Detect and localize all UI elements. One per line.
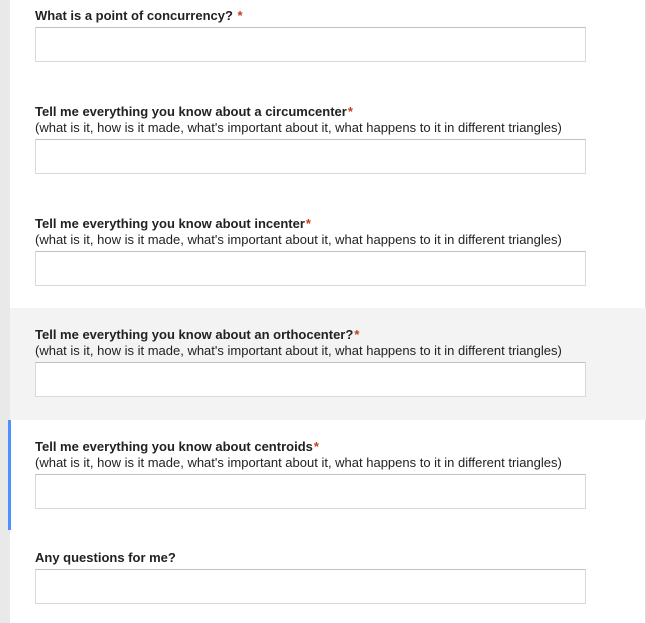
question-title [35,216,646,232]
answer-incenter-input[interactable] [35,251,586,286]
question-help-text: (what is it, how is it made, what's important about it, what happens to it in different triangles) [35,232,562,247]
question-help-text: (what is it, how is it made, what's important about it, what happens to it in different triangles) [35,120,562,135]
answer-any-questions-input[interactable] [35,569,586,604]
question-title-text: Tell me everything you know about centroids [35,439,313,454]
required-asterisk: * [233,8,243,23]
question-any-questions [10,550,646,610]
answer-centroids-input[interactable] [35,474,586,509]
question-circumcenter [10,104,646,176]
question-title-text: Tell me everything you know about an orthocenter? [35,327,354,342]
answer-point-of-concurrency-input[interactable] [35,27,586,62]
question-title [35,439,646,455]
question-centroids [10,420,646,530]
question-title-text: Tell me everything you know about a circumcenter [35,104,347,119]
question-incenter [10,216,646,288]
question-title [35,104,646,120]
question-help-text: (what is it, how is it made, what's important about it, what happens to it in different triangles) [35,455,562,470]
question-orthocenter [10,308,646,420]
question-title [35,327,646,343]
answer-circumcenter-input[interactable] [35,139,586,174]
question-title-text: What is a point of concurrency? [35,8,233,23]
question-help-text: (what is it, how is it made, what's important about it, what happens to it in different triangles) [35,343,562,358]
required-asterisk: * [354,327,360,342]
question-title-text: Any questions for me? [35,550,176,565]
question-title [35,550,646,566]
question-point-of-concurrency [10,8,646,72]
required-asterisk: * [313,439,319,454]
required-asterisk: * [347,104,353,119]
question-title [35,8,646,24]
required-asterisk: * [305,216,311,231]
answer-orthocenter-input[interactable] [35,362,586,397]
question-title-text: Tell me everything you know about incenter [35,216,305,231]
